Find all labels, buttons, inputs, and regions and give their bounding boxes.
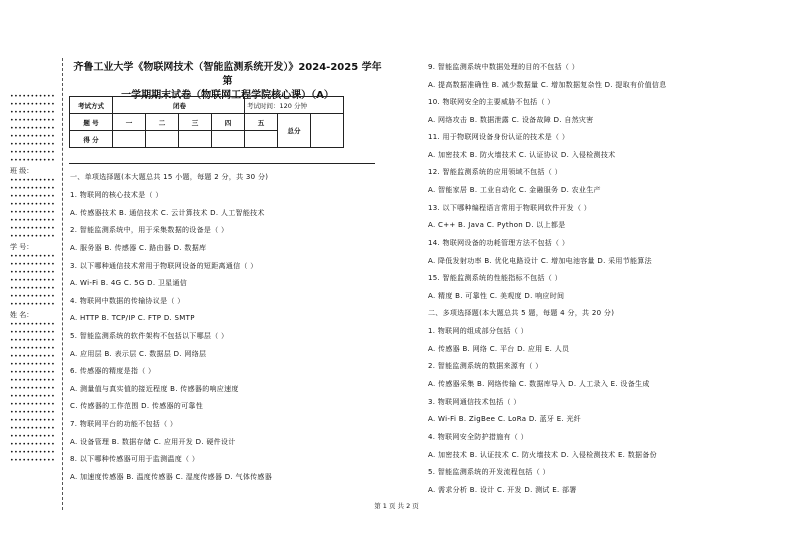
- question: 11. 用于物联网设备身份认证的技术是（ ）: [428, 133, 570, 141]
- question: 10. 物联网安全的主要威胁不包括（ ）: [428, 98, 555, 106]
- options: A. 加密技术 B. 防火墙技术 C. 认证协议 D. 入侵检测技术: [428, 151, 616, 159]
- name-label: 姓 名：: [10, 311, 34, 319]
- page-footer: 第 1 页 共 2 页: [374, 502, 419, 510]
- section-heading: 二、多项选择题(本大题总共 5 题，每题 4 分，共 20 分): [428, 309, 615, 317]
- options: A. 加密技术 B. 认证技术 C. 防火墙技术 D. 入侵检测技术 E. 数据备份: [428, 451, 657, 459]
- question: 6. 传感器的精度是指（ ）: [70, 367, 156, 375]
- score-table: [69, 96, 344, 148]
- options: A. 测量值与真实值的接近程度 B. 传感器的响应速度: [70, 385, 239, 393]
- binding-margin: [10, 93, 58, 465]
- question: 2. 智能监测系统中，用于采集数据的设备是（ ）: [70, 226, 229, 234]
- question: 15. 智能监测系统的性能指标不包括（ ）: [428, 274, 562, 282]
- exam-mode-label: 考试方式: [70, 97, 113, 114]
- options: A. Wi-Fi B. 4G C. 5G D. 卫星通信: [70, 279, 188, 287]
- options: A. 提高数据准确性 B. 减少数据量 C. 增加数据复杂性 D. 提取有价值信息: [428, 81, 667, 89]
- options: A. 应用层 B. 表示层 C. 数据层 D. 网络层: [70, 350, 207, 358]
- options: A. 精度 B. 可靠性 C. 美观度 D. 响应时间: [428, 292, 565, 300]
- options: A. 智能家居 B. 工业自动化 C. 金融服务 D. 农业生产: [428, 186, 601, 194]
- options: A. 降低发射功率 B. 优化电路设计 C. 增加电池容量 D. 采用节能算法: [428, 257, 652, 265]
- score-label: 得 分: [70, 131, 113, 148]
- question: 4. 物联网安全防护措施有（ ）: [428, 433, 528, 441]
- score-cell-1[interactable]: [113, 131, 146, 148]
- options: A. 需求分析 B. 设计 C. 开发 D. 测试 E. 部署: [428, 486, 577, 494]
- question: 2. 智能监测系统的数据来源有（ ）: [428, 362, 543, 370]
- section-3: 三: [179, 114, 212, 131]
- score-cell-4[interactable]: [212, 131, 245, 148]
- dotted-line: ••••••••••• ••••••••••• ••••••••••• ••••••••••• ••••••••••• ••••••••••• ••••••••••• ••••••••••• •••••••••••: [10, 93, 56, 164]
- question: 1. 物联网的核心技术是（ ）: [70, 191, 163, 199]
- divider: [69, 163, 375, 164]
- options: A. 加速度传感器 B. 温度传感器 C. 湿度传感器 D. 气体传感器: [70, 473, 273, 481]
- question: 13. 以下哪种编程语言常用于物联网软件开发（ ）: [428, 204, 592, 212]
- question-no-label: 题 号: [70, 114, 113, 131]
- student-id-label: 学 号：: [10, 243, 34, 251]
- options: A. C++ B. Java C. Python D. 以上都是: [428, 221, 566, 229]
- section-4: 四: [212, 114, 245, 131]
- question: 5. 智能监测系统的软件架构不包括以下哪层（ ）: [70, 332, 229, 340]
- question: 7. 物联网平台的功能不包括（ ）: [70, 420, 178, 428]
- options: A. 服务器 B. 传感器 C. 路由器 D. 数据库: [70, 244, 207, 252]
- title-line-1: 齐鲁工业大学《物联网技术（智能监测系统开发）》2024-2025 学年第: [73, 62, 382, 87]
- section-2: 二: [146, 114, 179, 131]
- options: A. Wi-Fi B. ZigBee C. LoRa D. 蓝牙 E. 光纤: [428, 415, 582, 423]
- exam-mode-value: 闭卷: [113, 97, 245, 114]
- section-5: 五: [245, 114, 278, 131]
- title-line-2: 一学期期末试卷（物联网工程学院核心课）（A）: [121, 90, 334, 101]
- question: 1. 物联网的组成部分包括（ ）: [428, 327, 528, 335]
- options: A. HTTP B. TCP/IP C. FTP D. SMTP: [70, 314, 195, 322]
- options: C. 传感器的工作范围 D. 传感器的可靠性: [70, 402, 204, 410]
- score-cell-5[interactable]: [245, 131, 278, 148]
- options: A. 传感器 B. 网络 C. 平台 D. 应用 E. 人员: [428, 345, 570, 353]
- question: 3. 以下哪种通信技术常用于物联网设备的短距离通信（ ）: [70, 262, 258, 270]
- question: 8. 以下哪种传感器可用于监测温度（ ）: [70, 455, 200, 463]
- question: 14. 物联网设备的功耗管理方法不包括（ ）: [428, 239, 570, 247]
- question: 4. 物联网中数据的传输协议是（ ）: [70, 297, 185, 305]
- question: 5. 智能监测系统的开发流程包括（ ）: [428, 468, 550, 476]
- question: 12. 智能监测系统的应用领域不包括（ ）: [428, 168, 562, 176]
- exam-time: 考试时间：120 分钟: [245, 97, 344, 114]
- score-cell-3[interactable]: [179, 131, 212, 148]
- options: A. 网络攻击 B. 数据泄露 C. 设备故障 D. 自然灾害: [428, 116, 594, 124]
- options: A. 设备管理 B. 数据存储 C. 应用开发 D. 硬件设计: [70, 438, 236, 446]
- question: 3. 物联网通信技术包括（ ）: [428, 398, 521, 406]
- section-1: 一: [113, 114, 146, 131]
- total-label: 总分: [278, 114, 311, 148]
- dotted-line: ••••••••••• ••••••••••• ••••••••••• ••••••••••• ••••••••••• ••••••••••• •••••••••••: [10, 253, 56, 308]
- dotted-line: ••••••••••• ••••••••••• ••••••••••• ••••••••••• ••••••••••• ••••••••••• ••••••••••• ••••••••••• ••••••••••• ••••••••••• ••••••••••• ••••••••••• ••••••••••• ••••••••••• ••••••••••• ••••••••••• ••••••••••• •••••••••••: [10, 321, 56, 464]
- question: 9. 智能监测系统中数据处理的目的不包括（ ）: [428, 63, 580, 71]
- options: A. 传感器采集 B. 网络传输 C. 数据库导入 D. 人工录入 E. 设备生成: [428, 380, 650, 388]
- score-cell-2[interactable]: [146, 131, 179, 148]
- class-label: 班 级：: [10, 167, 34, 175]
- options: A. 传感器技术 B. 通信技术 C. 云计算技术 D. 人工智能技术: [70, 209, 265, 217]
- binding-line: [62, 58, 63, 510]
- section-heading: 一、单项选择题(本大题总共 15 小题，每题 2 分，共 30 分): [70, 173, 269, 181]
- dotted-line: ••••••••••• ••••••••••• ••••••••••• ••••••••••• ••••••••••• ••••••••••• ••••••••••• •••••••••••: [10, 177, 56, 240]
- total-score-cell[interactable]: [311, 114, 344, 148]
